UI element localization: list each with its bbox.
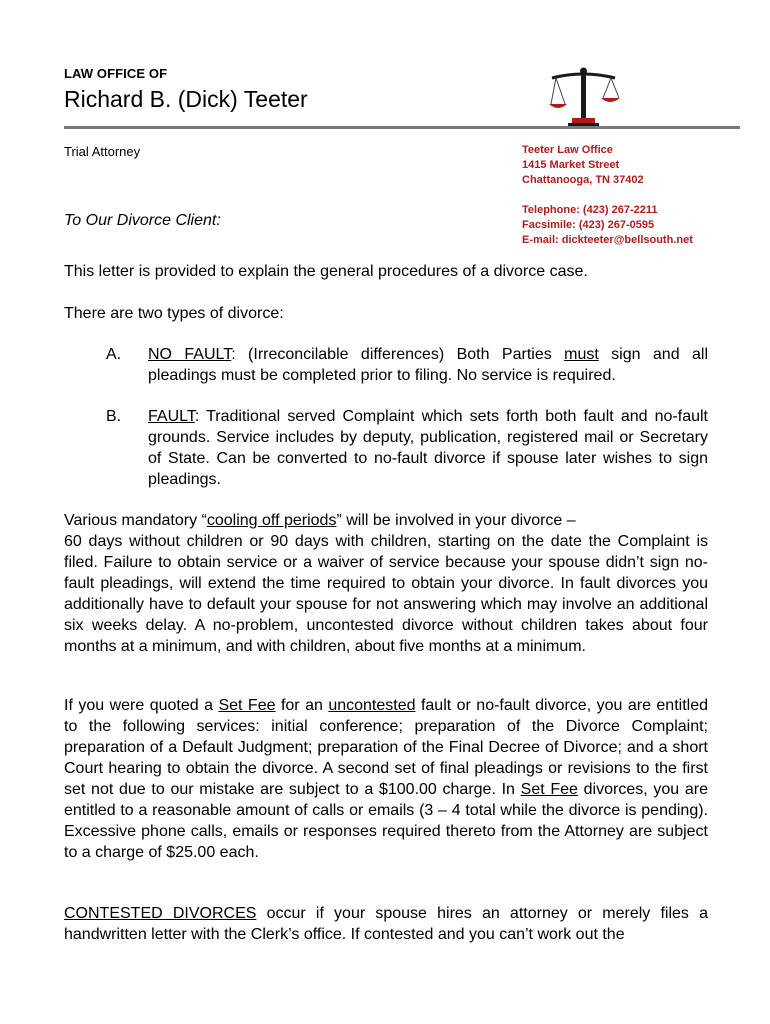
list-item-text: : Traditional served Complaint which sets forth both fault and no-fault grounds. Service includes by deputy, publication, registered mail or Secretary of State. Can be converted to no-fault divorce if spouse later wishes to sign pleadings. <box>148 408 708 488</box>
cooling-off-body: 60 days without children or 90 days with children, starting on the date the Complaint is filed. Failure to obtain service or a waiver of service because your spouse didn’t sign no-fault pleadings, will extend the time required to obtain your divorce. In fault divorces you additionally have to default your spouse for not answering which may involve an additional six weeks delay. A no-problem, uncontested divorce without children takes about four months at a minimum, and with children, about five months at a minimum. <box>64 533 708 655</box>
office-city: Chattanooga, TN 37402 <box>522 174 644 186</box>
term-set-fee: Set Fee <box>218 697 276 714</box>
list-item-letter: A. <box>106 346 122 363</box>
term-set-fee-2: Set Fee <box>520 781 578 798</box>
term-no-fault: NO FAULT <box>148 346 232 363</box>
paragraph-text: for an <box>275 697 329 714</box>
office-name: Teeter Law Office <box>522 144 613 156</box>
term-uncontested: uncontested <box>328 697 416 714</box>
term-fault: FAULT <box>148 408 195 425</box>
set-fee-paragraph <box>64 695 708 863</box>
office-email: E-mail: dickteeter@bellsouth.net <box>522 234 693 246</box>
office-street: 1415 Market Street <box>522 159 620 171</box>
types-intro: There are two types of divorce: <box>64 305 284 322</box>
cooling-off-paragraph <box>64 510 708 657</box>
term-contested-divorces: CONTESTED DIVORCES <box>64 905 257 922</box>
greeting: To Our Divorce Client: <box>64 212 221 229</box>
list-item-fault <box>64 406 708 490</box>
office-contact-block <box>522 143 693 248</box>
scales-of-justice-icon <box>548 66 620 130</box>
attorney-subtitle: Trial Attorney <box>64 144 141 159</box>
list-item-letter: B. <box>106 408 122 425</box>
header-divider <box>64 126 740 129</box>
paragraph-text: If you were quoted a <box>64 697 219 714</box>
office-facsimile: Facsimile: (423) 267-0595 <box>522 219 655 231</box>
paragraph-text: occur if your spouse hires an attorney or merely files a handwritten letter with the Clerk’s office. If contested and you can’t work out the <box>64 905 709 943</box>
paragraph-text: divorces, you are entitled to a reasonable amount of calls or emails (3 – 4 total while the divorce is pending). Excessive phone calls, emails or responses required thereto from the Attorney are subject to a charge of $25.00 each. <box>64 781 709 861</box>
list-item-content <box>148 344 708 386</box>
cooling-off-heading <box>64 510 708 531</box>
list-item-no-fault <box>64 344 708 386</box>
contested-paragraph <box>64 903 708 945</box>
paragraph-text: ” will be involved in your divorce – <box>336 512 576 529</box>
term-cooling-off: cooling off periods <box>206 512 337 529</box>
firm-label: LAW OFFICE OF <box>64 66 168 81</box>
paragraph-text: Various mandatory “ <box>64 512 207 529</box>
attorney-name: Richard B. (Dick) Teeter <box>64 86 308 112</box>
intro-paragraph: This letter is provided to explain the general procedures of a divorce case. <box>64 263 588 280</box>
list-item-text: : (Irreconcilable differences) Both Parties <box>231 346 565 363</box>
list-item-text: sign and all pleadings must be completed prior to filing. No service is required. <box>148 346 709 384</box>
paragraph-text: fault or no-fault divorce, you are entitled to the following services: initial conference; preparation of the Divorce Complaint; preparation of a Default Judgment; preparation of the Final Decree of Divorce; and a short Court hearing to obtain the divorce. A second set of final pleadings or revisions to the first set not due to our mistake are subject to a $100.00 charge. In <box>64 697 709 798</box>
list-item-content <box>148 406 708 490</box>
office-telephone: Telephone: (423) 267-2211 <box>522 204 658 216</box>
emphasis-must: must <box>564 346 599 363</box>
